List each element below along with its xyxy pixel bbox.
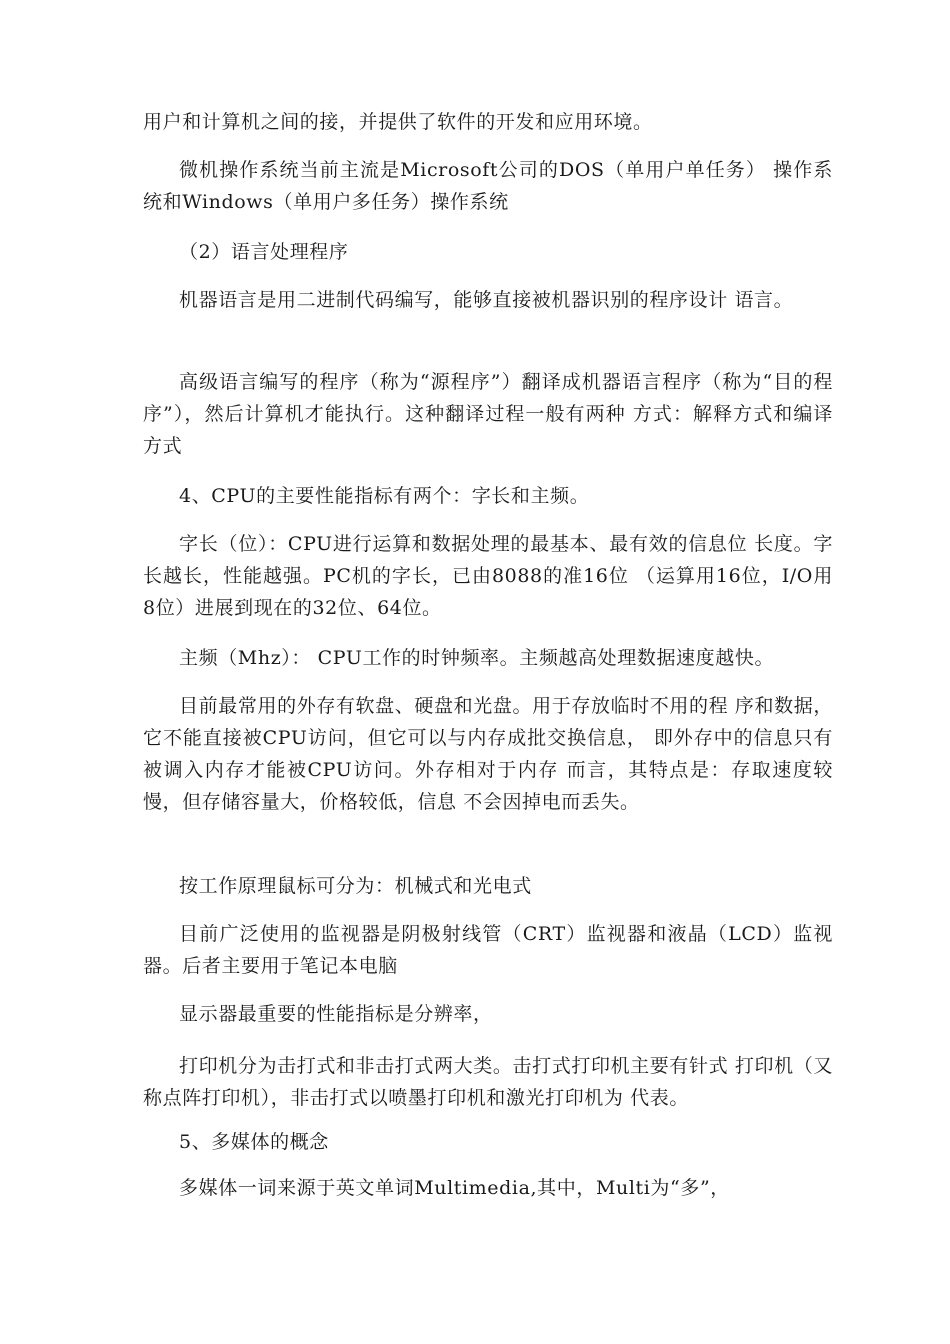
paragraph-clock-frequency: 主频（Mhz）： CPU工作的时钟频率。主频越高处理数据速度越快。 <box>179 647 775 669</box>
heading-cpu-performance: 4、CPU的主要性能指标有两个：字长和主频。 <box>179 485 590 507</box>
paragraph-mouse-types: 按工作原理鼠标可分为：机械式和光电式 <box>179 875 532 897</box>
paragraph-multimedia-origin: 多媒体一词来源于英文单词Multimedia,其中，Multi为“多”， <box>179 1177 730 1199</box>
paragraph-os-mainstream: 微机操作系统当前主流是Microsoft公司的DOS（单用户单任务） 操作系统和Windows（单用户多任务）操作系统 <box>143 159 833 213</box>
paragraph-monitors: 目前广泛使用的监视器是阴极射线管（CRT）监视器和液晶（LCD）监视器。后者主要用于笔记本电脑 <box>143 923 833 977</box>
paragraph-external-storage: 目前最常用的外存有软盘、硬盘和光盘。用于存放临时不用的程 序和数据，它不能直接被CPU访问，但它可以与内存成批交换信息， 即外存中的信息只有被调入内存才能被CPU访问。外存相对于内存 而言，其特点是：存取速度较慢，但存储容量大，价格较低，信息 不会因掉电而丢失。 <box>143 695 833 813</box>
paragraph-os-interface: 用户和计算机之间的接，并提供了软件的开发和应用环境。 <box>143 111 653 133</box>
heading-multimedia-concept: 5、多媒体的概念 <box>179 1131 329 1153</box>
paragraph-printers: 打印机分为击打式和非击打式两大类。击打式打印机主要有针式 打印机（又称点阵打印机），非击打式以喷墨打印机和激光打印机为 代表。 <box>143 1055 833 1109</box>
paragraph-word-length: 字长（位）：CPU进行运算和数据处理的最基本、最有效的信息位 长度。字长越长，性能越强。PC机的字长，已由8088的准16位 （运算用16位，I/O用8位）进展到现在的32位、64位。 <box>143 533 833 619</box>
heading-language-processor: （2）语言处理程序 <box>179 241 349 263</box>
paragraph-high-level-language: 高级语言编写的程序（称为“源程序”）翻译成机器语言程序（称为“目的程序”），然后计算机才能执行。这种翻译过程一般有两种 方式：解释方式和编译方式 <box>143 371 833 457</box>
paragraph-display-resolution: 显示器最重要的性能指标是分辨率， <box>179 1003 493 1025</box>
paragraph-machine-language: 机器语言是用二进制代码编写，能够直接被机器识别的程序设计 语言。 <box>179 289 794 311</box>
